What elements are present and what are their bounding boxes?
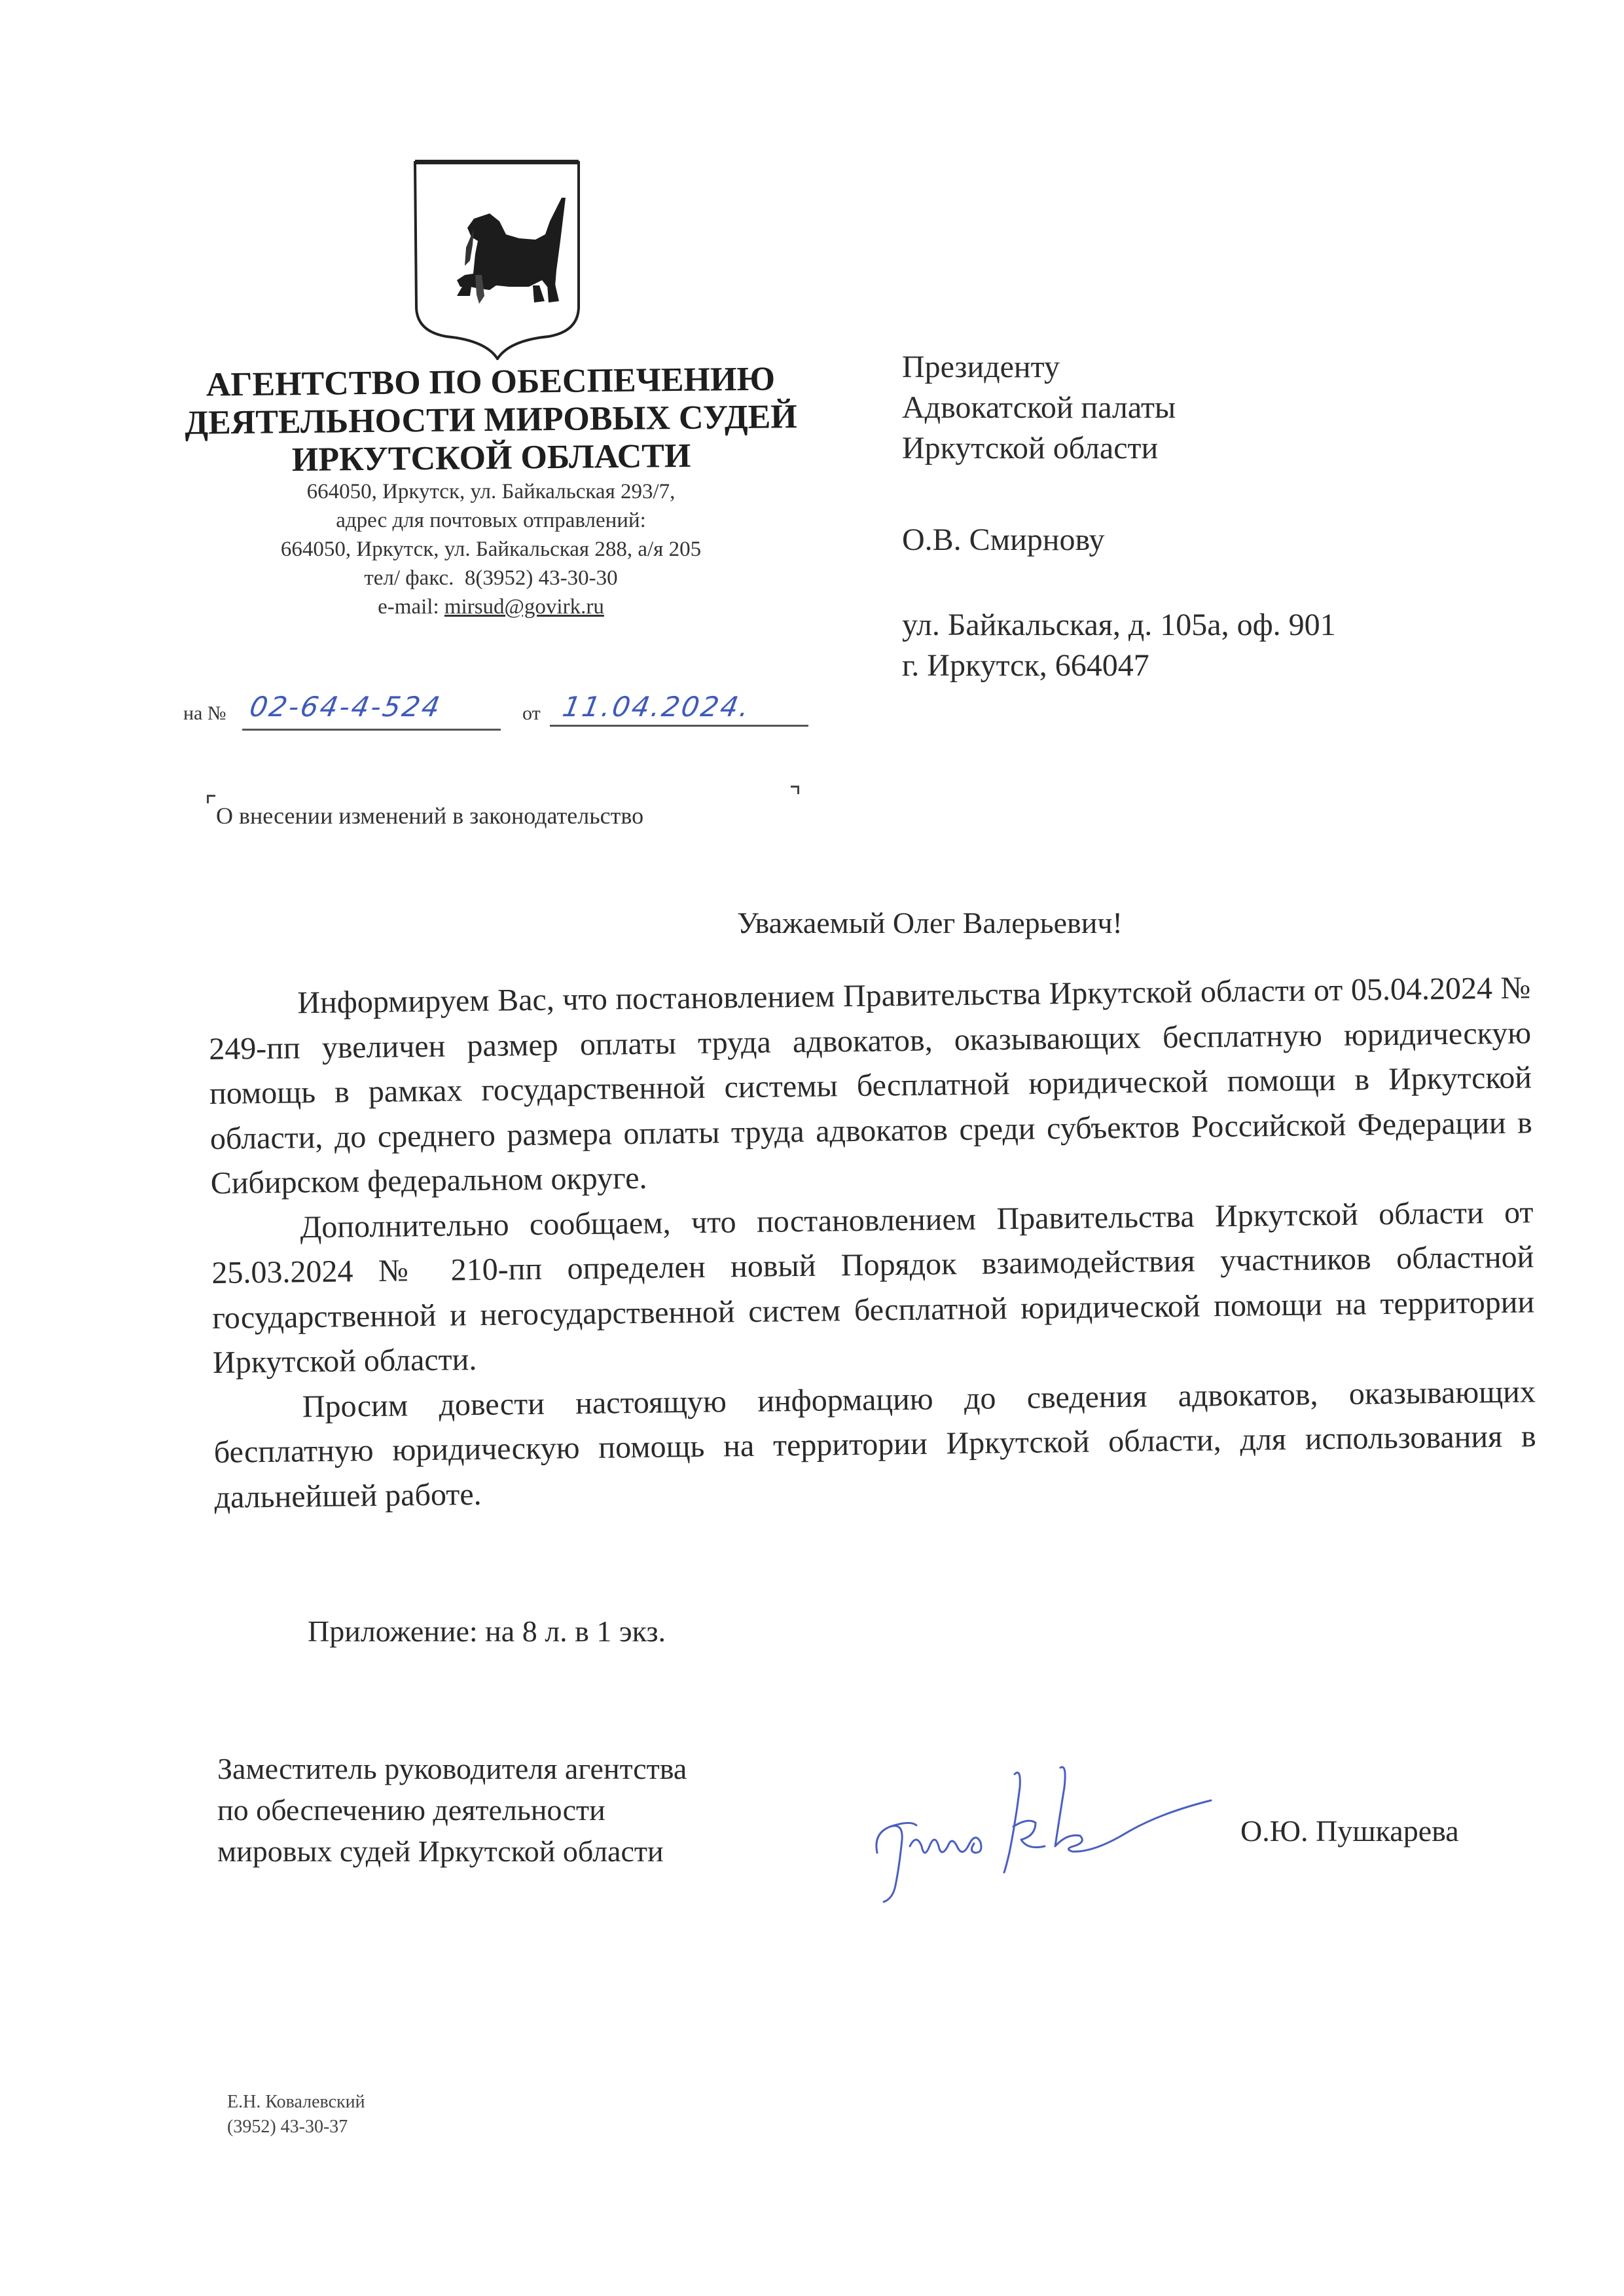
body-paragraph: Информируем Вас, что постановлением Правительства Иркутской области от 05.04.2024 № 249-пп увеличен размер оплаты труда адвокатов, оказывающих бесплатную юридическую помощь в рамках государственной системы бесплатной юридической помощи в Иркутской области, до среднего размера оплаты труда адвокатов среди субъектов Российской Федерации в Сибирском федеральном округе. (208, 970, 1533, 1201)
recipient-org-line: Адвокатской палаты (902, 390, 1176, 425)
signer-title-line: по обеспечению деятельности (217, 1793, 605, 1827)
body-paragraph: Просим довести настоящую информацию до сведения адвокатов, оказывающих бесплатную юридическую помощь на территории Иркутской области, для использования в дальнейшей работе. (213, 1374, 1536, 1515)
recipient-org-line: Президенту (902, 350, 1060, 384)
letter-body (208, 966, 1537, 1520)
recipient-address-line: г. Иркутск, 664047 (902, 648, 1149, 683)
postal-label: адрес для почтовых отправлений: (336, 509, 646, 532)
attachment-note: Приложение: на 8 л. в 1 экз. (308, 1614, 666, 1648)
email-link[interactable]: mirsud@govirk.ru (444, 595, 604, 619)
agency-name-line: ИРКУТСКОЙ ОБЛАСТИ (291, 437, 691, 479)
signer-title-line: мировых судей Иркутской области (217, 1834, 664, 1868)
signer-title (217, 1748, 687, 1872)
salutation: Уважаемый Олег Валерьевич! (737, 906, 1123, 939)
agency-email-row (177, 592, 805, 621)
agency-name (176, 360, 806, 481)
subject-corner-mark (207, 795, 215, 803)
body-paragraph: Дополнительно сообщаем, что постановлением Правительства Иркутской области от 25.03.2024 № 210-пп определен новый Порядок взаимодействия участников областной государственной и негосударственной систем бесплатной юридической помощи на территории Иркутской области. (211, 1194, 1535, 1380)
subject-corner-mark (791, 786, 799, 794)
ref-number-handwritten: 02-64-4-524 (247, 691, 444, 723)
ref-number-underline (242, 729, 501, 731)
recipient-org-line: Иркутской области (902, 431, 1159, 465)
ref-date-label: от (522, 702, 541, 724)
signer-name: О.Ю. Пушкарева (1240, 1814, 1459, 1848)
executor-name: Е.Н. Ковалевский (227, 2092, 365, 2112)
agency-address: 664050, Иркутск, ул. Байкальская 293/7, (306, 480, 676, 503)
ref-number-label: на № (183, 702, 226, 724)
recipient-address-line: ул. Байкальская, д. 105а, оф. 901 (902, 608, 1336, 642)
recipient-name: О.В. Смирнову (902, 522, 1105, 557)
agency-name-line: ДЕЯТЕЛЬНОСТИ МИРОВЫХ СУДЕЙ (184, 398, 797, 442)
executor-block (227, 2090, 365, 2140)
recipient-block (902, 347, 1336, 686)
coat-of-arms-icon (411, 156, 584, 360)
agency-name-line: АГЕНТСТВО ПО ОБЕСПЕЧЕНИЮ (206, 360, 776, 404)
postal-address: 664050, Иркутск, ул. Байкальская 288, а/я 205 (280, 538, 702, 561)
email-label: e-mail: (378, 595, 444, 619)
reference-line (183, 691, 812, 730)
letterhead (177, 360, 805, 621)
agency-phone: тел/ факс. 8(3952) 43-30-30 (364, 566, 618, 590)
ref-date-underline (550, 725, 808, 727)
executor-phone: (3952) 43-30-37 (227, 2117, 348, 2137)
handwritten-signature-icon (864, 1755, 1231, 1905)
ref-date-handwritten: 11.04.2024. (560, 691, 754, 723)
signer-title-line: Заместитель руководителя агентства (217, 1752, 687, 1785)
subject-line: О внесении изменений в законодательство (216, 803, 644, 829)
